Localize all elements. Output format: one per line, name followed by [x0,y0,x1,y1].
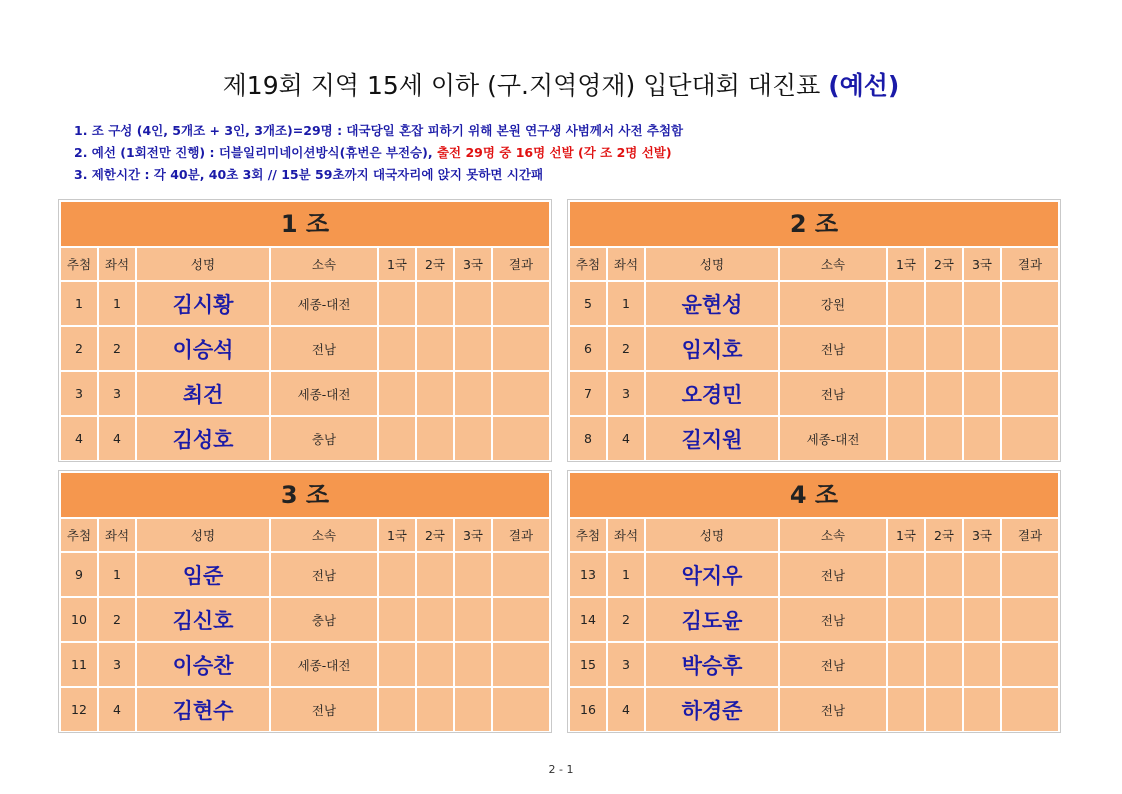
game-3-cell [964,372,1002,415]
table-row [570,327,1058,370]
game-1-cell [888,327,926,370]
game-3-cell [455,598,493,641]
result-cell [493,598,549,641]
game-3-cell [455,553,493,596]
player-affiliation: 전남 [780,643,888,686]
draw-number: 1 [61,282,99,325]
seat-number: 2 [99,327,137,370]
game-2-cell [926,372,964,415]
col-draw: 추첨 [61,248,99,280]
draw-number: 13 [570,553,608,596]
game-1-cell [888,598,926,641]
seat-number: 1 [99,553,137,596]
draw-number: 2 [61,327,99,370]
col-game-2: 2국 [417,519,455,551]
header-row [61,519,549,551]
result-cell [1002,282,1058,325]
player-affiliation: 전남 [780,553,888,596]
result-cell [493,372,549,415]
group-table-3 [58,470,552,733]
result-cell [1002,553,1058,596]
group-table-2 [567,199,1061,462]
game-2-cell [926,282,964,325]
table-row [61,553,549,596]
game-1-cell [379,372,417,415]
draw-number: 8 [570,417,608,460]
player-affiliation: 전남 [271,688,379,731]
player-name: 최건 [137,372,271,415]
seat-number: 1 [608,553,646,596]
page-title [0,68,1122,104]
game-1-cell [888,417,926,460]
group-title: 1 조 [61,202,549,246]
table-row [570,643,1058,686]
col-game-1: 1국 [888,519,926,551]
col-name: 성명 [646,519,780,551]
player-affiliation: 충남 [271,417,379,460]
col-result: 결과 [493,519,549,551]
result-cell [1002,417,1058,460]
game-2-cell [926,643,964,686]
table-row [61,643,549,686]
title-highlight: (예선) [828,71,900,100]
game-2-cell [417,643,455,686]
note-2 [74,142,683,164]
col-affiliation: 소속 [271,519,379,551]
group-title: 4 조 [570,473,1058,517]
col-game-2: 2국 [417,248,455,280]
game-2-cell [417,598,455,641]
draw-number: 5 [570,282,608,325]
player-name: 박승후 [646,643,780,686]
game-2-cell [417,282,455,325]
col-draw: 추첨 [61,519,99,551]
player-affiliation: 강원 [780,282,888,325]
game-2-cell [417,688,455,731]
col-seat: 좌석 [99,519,137,551]
result-cell [1002,688,1058,731]
col-result: 결과 [1002,519,1058,551]
seat-number: 1 [608,282,646,325]
col-game-1: 1국 [888,248,926,280]
col-game-3: 3국 [964,519,1002,551]
game-3-cell [455,417,493,460]
col-name: 성명 [137,248,271,280]
seat-number: 3 [99,372,137,415]
game-2-cell [926,417,964,460]
player-name: 김신호 [137,598,271,641]
game-1-cell [888,643,926,686]
result-cell [1002,327,1058,370]
player-affiliation: 전남 [780,598,888,641]
table-row [570,688,1058,731]
header-row [61,248,549,280]
result-cell [1002,643,1058,686]
col-seat: 좌석 [608,519,646,551]
table-row [570,372,1058,415]
col-draw: 추첨 [570,248,608,280]
table-row [570,598,1058,641]
draw-number: 7 [570,372,608,415]
game-3-cell [964,598,1002,641]
game-3-cell [455,372,493,415]
game-2-cell [926,553,964,596]
player-name: 윤현성 [646,282,780,325]
draw-number: 10 [61,598,99,641]
result-cell [1002,372,1058,415]
note-2-highlight: 출전 29명 중 16명 선발 (각 조 2명 선발) [436,145,672,160]
game-1-cell [379,327,417,370]
player-affiliation: 전남 [780,372,888,415]
draw-number: 9 [61,553,99,596]
draw-number: 15 [570,643,608,686]
game-3-cell [455,282,493,325]
col-game-3: 3국 [964,248,1002,280]
group-table-4 [567,470,1061,733]
seat-number: 3 [99,643,137,686]
result-cell [493,688,549,731]
player-name: 김현수 [137,688,271,731]
game-1-cell [888,553,926,596]
player-name: 임지호 [646,327,780,370]
seat-number: 4 [99,417,137,460]
seat-number: 2 [99,598,137,641]
col-seat: 좌석 [608,248,646,280]
player-affiliation: 전남 [271,553,379,596]
player-name: 임준 [137,553,271,596]
player-name: 길지원 [646,417,780,460]
seat-number: 4 [608,417,646,460]
player-affiliation: 세종-대전 [271,282,379,325]
player-affiliation: 세종-대전 [271,372,379,415]
col-affiliation: 소속 [271,248,379,280]
col-game-1: 1국 [379,519,417,551]
draw-number: 3 [61,372,99,415]
player-name: 김도윤 [646,598,780,641]
player-name: 이승찬 [137,643,271,686]
player-name: 김시황 [137,282,271,325]
col-seat: 좌석 [99,248,137,280]
game-1-cell [379,282,417,325]
game-2-cell [926,688,964,731]
game-3-cell [964,688,1002,731]
result-cell [493,327,549,370]
result-cell [1002,598,1058,641]
draw-number: 12 [61,688,99,731]
game-3-cell [455,643,493,686]
col-draw: 추첨 [570,519,608,551]
seat-number: 4 [608,688,646,731]
table-row [61,417,549,460]
game-3-cell [964,643,1002,686]
notes [74,120,683,186]
draw-number: 4 [61,417,99,460]
seat-number: 2 [608,327,646,370]
col-game-2: 2국 [926,519,964,551]
game-1-cell [379,598,417,641]
table-row [61,598,549,641]
table-row [61,282,549,325]
player-affiliation: 세종-대전 [271,643,379,686]
game-3-cell [964,417,1002,460]
note-2-text: 2. 예선 (1회전만 진행) : 더블일리미네이션방식(휴번은 부전승), [74,145,437,160]
game-2-cell [926,598,964,641]
col-result: 결과 [1002,248,1058,280]
col-game-1: 1국 [379,248,417,280]
seat-number: 3 [608,372,646,415]
seat-number: 3 [608,643,646,686]
result-cell [493,553,549,596]
game-1-cell [379,417,417,460]
col-affiliation: 소속 [780,519,888,551]
header-row [570,519,1058,551]
col-game-2: 2국 [926,248,964,280]
player-name: 김성호 [137,417,271,460]
player-name: 이승석 [137,327,271,370]
result-cell [493,417,549,460]
table-row [570,417,1058,460]
col-result: 결과 [493,248,549,280]
player-affiliation: 전남 [780,327,888,370]
game-1-cell [888,372,926,415]
draw-number: 16 [570,688,608,731]
game-2-cell [417,372,455,415]
player-name: 하경준 [646,688,780,731]
game-3-cell [455,688,493,731]
player-affiliation: 전남 [780,688,888,731]
table-row [570,282,1058,325]
player-name: 악지우 [646,553,780,596]
col-name: 성명 [646,248,780,280]
draw-number: 14 [570,598,608,641]
col-affiliation: 소속 [780,248,888,280]
group-title: 3 조 [61,473,549,517]
table-row [61,372,549,415]
result-cell [493,643,549,686]
note-1: 1. 조 구성 (4인, 5개조 + 3인, 3개조)=29명 : 대국당일 혼잡 피하기 위해 본원 연구생 사범께서 사전 추첨함 [74,123,684,138]
player-affiliation: 세종-대전 [780,417,888,460]
header-row [570,248,1058,280]
result-cell [493,282,549,325]
draw-number: 11 [61,643,99,686]
col-game-3: 3국 [455,519,493,551]
group-title: 2 조 [570,202,1058,246]
game-2-cell [926,327,964,370]
game-1-cell [379,643,417,686]
col-game-3: 3국 [455,248,493,280]
game-1-cell [379,688,417,731]
game-2-cell [417,327,455,370]
game-3-cell [964,327,1002,370]
player-affiliation: 충남 [271,598,379,641]
seat-number: 4 [99,688,137,731]
note-3: 3. 제한시간 : 각 40분, 40초 3회 // 15분 59초까지 대국자리에 앉지 못하면 시간패 [74,167,544,182]
player-affiliation: 전남 [271,327,379,370]
seat-number: 1 [99,282,137,325]
game-3-cell [964,553,1002,596]
table-row [61,688,549,731]
game-2-cell [417,417,455,460]
title-main: 제19회 지역 15세 이하 (구.지역영재) 입단대회 대진표 [222,71,821,100]
game-1-cell [888,282,926,325]
seat-number: 2 [608,598,646,641]
game-1-cell [888,688,926,731]
col-name: 성명 [137,519,271,551]
table-row [61,327,549,370]
game-1-cell [379,553,417,596]
game-3-cell [964,282,1002,325]
group-table-1 [58,199,552,462]
page-number: 2 - 1 [548,763,574,776]
game-2-cell [417,553,455,596]
game-3-cell [455,327,493,370]
draw-number: 6 [570,327,608,370]
table-row [570,553,1058,596]
player-name: 오경민 [646,372,780,415]
